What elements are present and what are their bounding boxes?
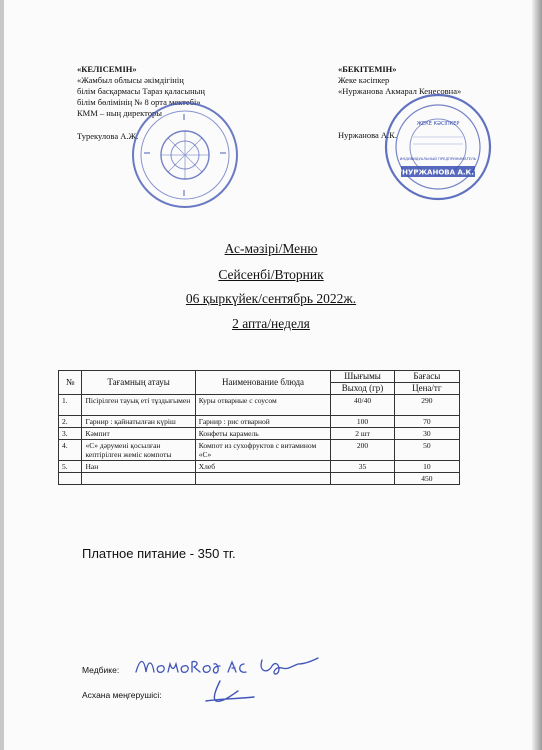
row-name-kz: Гарнир : қайнатылған күріш [82, 416, 195, 428]
header-output-kz: Шығымы [331, 371, 394, 383]
row-output: 2 шт [331, 428, 394, 440]
title-weekday: Сейсенбі/Вторник [218, 267, 324, 282]
ashana-manager-label: Асхана меңгерушісі: [82, 690, 162, 700]
row-output: 35 [331, 461, 394, 473]
row-num: 3. [59, 428, 82, 440]
row-output: 40/40 [331, 395, 394, 416]
row-name-kz: Нан [82, 461, 195, 473]
header-price-kz: Бағасы [394, 371, 459, 383]
paid-meal-note: Платное питание - 350 тг. [82, 546, 236, 561]
ip-seal-stamp [383, 92, 493, 202]
ashana-manager-signature [198, 677, 258, 707]
approval-right-signer: Нуржанова А.К. [338, 130, 397, 140]
approval-left-line: білім бөлімінің № 8 орта мектебі» [77, 97, 201, 107]
approval-left-signer: Турекулова А.Ж. [77, 131, 139, 141]
approval-right-line: Жеке кәсіпкер [338, 75, 390, 85]
approval-right-line: «Нуржанова Акмарал Кенесовна» [338, 86, 462, 96]
total-price: 450 [394, 473, 459, 485]
header-num: № [59, 371, 82, 395]
title-menu: Ас-мәзірі/Меню [224, 241, 318, 256]
row-num: 5. [59, 461, 82, 473]
stamp-inner-text: ЖЕКЕ КӘСІПКЕР [416, 121, 460, 127]
row-price: 290 [394, 395, 459, 416]
approval-right-head: «БЕКІТЕМІН» [338, 64, 397, 74]
approval-left-line: «Жамбыл облысы әкімдігінің [77, 75, 184, 85]
row-name-ru: Куры отварные с соусом [195, 395, 331, 416]
total-empty-cell [331, 473, 394, 485]
scan-edge [532, 0, 542, 750]
medbike-label: Медбике: [82, 665, 120, 675]
row-name-ru: Конфеты карамель [195, 428, 331, 440]
table-row [59, 395, 460, 416]
row-name-ru: Гарнир : рис отварной [195, 416, 331, 428]
row-num: 1. [59, 395, 82, 416]
row-output: 200 [331, 440, 394, 461]
row-name-kz: Кәмпит [82, 428, 195, 440]
row-name-ru: Хлеб [195, 461, 331, 473]
row-num: 4. [59, 440, 82, 461]
header-name-kz: Тағамның атауы [82, 371, 195, 395]
table-row [59, 461, 460, 473]
table-row [59, 440, 460, 461]
title-date: 06 қыркүйек/сентябрь 2022ж. [185, 291, 357, 306]
approval-left-line: КММ – ның директоры [77, 108, 162, 118]
total-empty-cell [82, 473, 195, 485]
stamp-inner-text: ИНДИВИДУАЛЬНЫЙ ПРЕДПРИНИМАТЕЛЬ [399, 157, 477, 161]
row-price: 50 [394, 440, 459, 461]
official-seal-stamp [130, 100, 240, 210]
menu-table [58, 370, 460, 485]
total-empty-cell [59, 473, 82, 485]
row-name-kz: «С» дәрумені қосылған кептірілген жеміс компоты [82, 440, 195, 461]
header-name-ru: Наименование блюда [195, 371, 331, 395]
table-row [59, 416, 460, 428]
row-price: 70 [394, 416, 459, 428]
table-row [59, 428, 460, 440]
title-week: 2 апта/неделя [232, 316, 310, 331]
total-empty-cell [195, 473, 331, 485]
row-price: 10 [394, 461, 459, 473]
table-total-row [59, 473, 460, 485]
header-output-ru: Выход (гр) [331, 383, 394, 395]
scan-edge [0, 0, 4, 750]
row-num: 2. [59, 416, 82, 428]
row-name-ru: Компот из сухофруктов с витамином «С» [195, 440, 331, 461]
approval-left-head: «КЕЛІСЕМІН» [77, 64, 137, 74]
stamp-name-band: "НУРЖАНОВА А.К." [398, 168, 478, 177]
row-output: 100 [331, 416, 394, 428]
header-price-ru: Цена/тг [394, 383, 459, 395]
row-name-kz: Пісірілген тауық еті тұздығымен [82, 395, 195, 416]
approval-left-line: білім басқармасы Тараз қаласының [77, 86, 205, 96]
row-price: 30 [394, 428, 459, 440]
